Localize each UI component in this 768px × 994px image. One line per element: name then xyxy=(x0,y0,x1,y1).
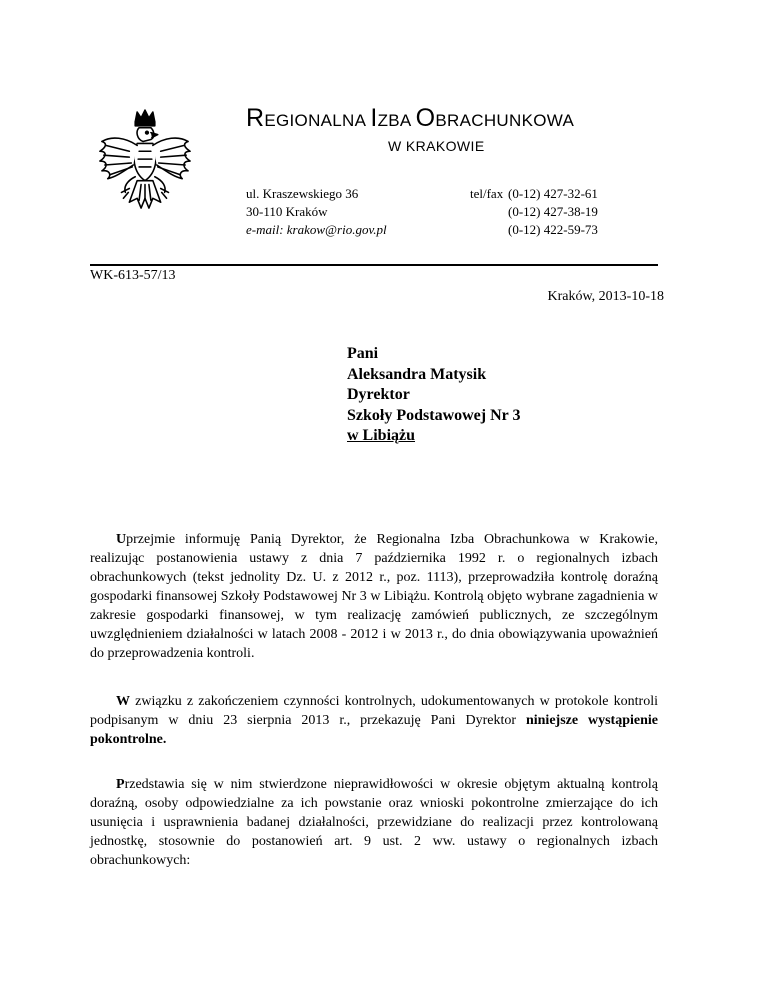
body-paragraph-1 xyxy=(90,530,658,663)
recipient-institution: Szkoły Podstawowej Nr 3 xyxy=(347,406,521,424)
address-block xyxy=(246,185,387,239)
paragraph-text: związku z zakończeniem czynności kontrolnych, udokumentowanych w protokole kontroli podpisanym w dniu 23 sierpnia 2013 r., przekazuję Pani Dyrektor xyxy=(90,694,658,728)
org-word-2-initial: I xyxy=(370,104,378,132)
phone-row xyxy=(470,185,598,203)
org-word-3-initial: O xyxy=(415,104,436,132)
phone-number: (0-12) 427-38-19 xyxy=(508,204,598,219)
phone-row xyxy=(470,203,598,221)
eagle-emblem-icon xyxy=(96,108,194,220)
org-word-3-rest: BRACHUNKOWA xyxy=(435,111,575,130)
recipient-position: Dyrektor xyxy=(347,386,410,403)
org-word-1-initial: R xyxy=(246,104,265,132)
address-postal-city: 30-110 Kraków xyxy=(246,204,328,219)
email-address: e-mail: krakow@rio.gov.pl xyxy=(246,222,387,237)
recipient-block xyxy=(347,344,520,447)
paragraph-emphasis: niniejsze wystąpienie pokontrolne. xyxy=(90,713,658,747)
paragraph-initial: P xyxy=(116,777,125,792)
paragraph-initial: W xyxy=(116,694,130,709)
body-paragraph-3 xyxy=(90,775,658,870)
org-word-1-rest: EGIONALNA xyxy=(264,111,371,130)
body-paragraph-2 xyxy=(90,692,658,749)
phone-number: (0-12) 427-32-61 xyxy=(508,186,598,201)
phone-row xyxy=(470,221,598,239)
paragraph-text: przejmie informuję Panią Dyrektor, że Regionalna Izba Obrachunkowa w Krakowie, realizując postanowienia ustawy z dnia 7 października 1992 r. o regionalnych izbach obrachunkowych (tekst jednolity Dz. U. z 2012 r., poz. 1113), przeprowadziła kontrolę doraźną gospodarki finansowej Szkoły Podstawowej Nr 3 w Libiążu. Kontrolą objęto wybrane zagadnienia w zakresie gospodarki finansowej, w tym realizację zamówień publicznych, ze szczególnym uwzględnieniem działalności w latach 2008 - 2012 i w 2013 r., do dnia obowiązywania upoważnień do przeprowadzenia kontroli. xyxy=(90,532,658,661)
org-word-2-rest: ZBA xyxy=(377,111,416,130)
institution-name xyxy=(246,104,574,133)
address-street: ul. Kraszewskiego 36 xyxy=(246,186,359,201)
paragraph-initial: U xyxy=(116,532,127,547)
institution-city: W KRAKOWIE xyxy=(388,138,485,154)
header-divider xyxy=(90,264,658,266)
reference-number: WK-613-57/13 xyxy=(90,268,176,283)
recipient-title: Pani xyxy=(347,345,379,362)
phone-label: tel/fax xyxy=(470,186,504,201)
phone-block xyxy=(470,185,598,239)
document-date: Kraków, 2013-10-18 xyxy=(547,289,664,304)
recipient-location: w Libiążu xyxy=(347,427,416,444)
recipient-name: Aleksandra Matysik xyxy=(347,365,487,383)
paragraph-text: rzedstawia się w nim stwierdzone nieprawidłowości w okresie objętym aktualną kontrolą doraźną, osoby odpowiedzialne za ich powstanie oraz wnioski pokontrolne zmierzające do ich usunięcia i usprawnienia badanej działalności, przewidziane do realizacji przez kontrolowaną jednostkę, stosownie do postanowień art. 9 ust. 2 ww. ustawy o regionalnych izbach obrachunkowych: xyxy=(90,777,658,868)
phone-number: (0-12) 422-59-73 xyxy=(508,222,598,237)
